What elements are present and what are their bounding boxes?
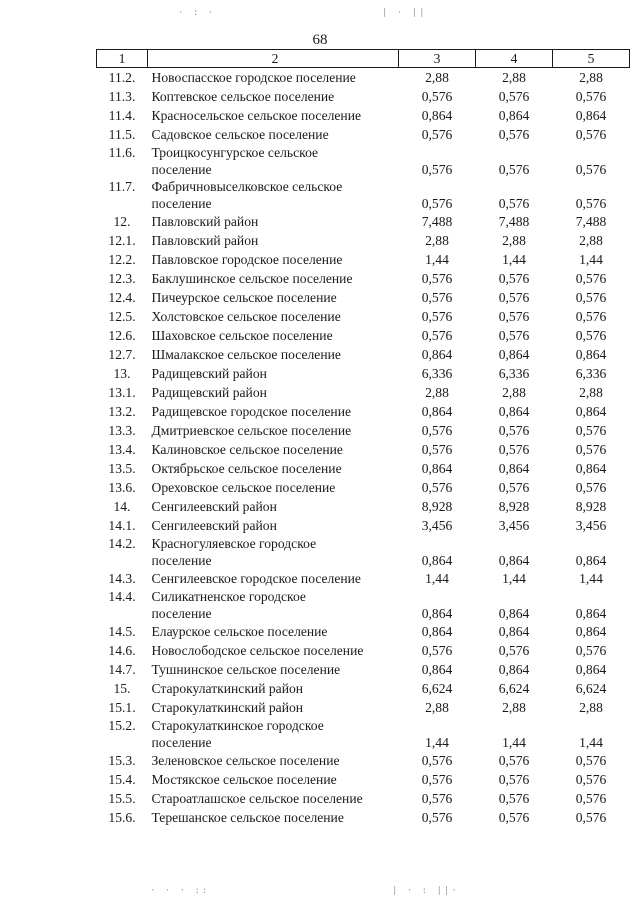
row-name-line: Радищевский район xyxy=(151,385,267,400)
table-row xyxy=(97,383,630,402)
table-row xyxy=(97,250,630,269)
value-col-5: 0,576 xyxy=(575,643,607,658)
value-col-3: 1,44 xyxy=(425,252,449,267)
value-col-3: 7,488 xyxy=(421,214,453,229)
row-name xyxy=(148,421,399,440)
value-col-5: 0,576 xyxy=(575,442,607,457)
row-number: 11.4. xyxy=(108,108,136,123)
row-number: 13.6. xyxy=(108,480,136,495)
row-number: 14.6. xyxy=(108,643,136,658)
table-row xyxy=(97,698,630,717)
row-name xyxy=(148,717,399,751)
value-col-4: 1,44 xyxy=(502,735,526,750)
table-row xyxy=(97,569,630,588)
value-col-3: 2,88 xyxy=(425,233,449,248)
value-col-4: 0,576 xyxy=(498,772,530,787)
scan-artifact: | · : ||· xyxy=(392,886,459,896)
value-col-3: 0,576 xyxy=(421,791,453,806)
page-number: 68 xyxy=(312,32,328,48)
row-name xyxy=(148,326,399,345)
value-col-5: 0,576 xyxy=(575,162,607,177)
value-col-3: 0,864 xyxy=(421,624,453,639)
value-col-5: 1,44 xyxy=(579,252,603,267)
row-name-line: Павловский район xyxy=(151,214,259,229)
value-col-4: 6,336 xyxy=(498,366,530,381)
row-name-line: Мостякское сельское поселение xyxy=(151,772,337,787)
row-name-line: Староатлашское сельское поселение xyxy=(151,791,363,806)
row-name-line: Зеленовское сельское поселение xyxy=(151,753,340,768)
value-col-3: 0,576 xyxy=(421,309,453,324)
value-col-5: 0,576 xyxy=(575,127,607,142)
row-number: 13.4. xyxy=(108,442,136,457)
value-col-4: 0,576 xyxy=(498,442,530,457)
table-row xyxy=(97,87,630,106)
table-row xyxy=(97,660,630,679)
row-name xyxy=(148,660,399,679)
value-col-3: 0,576 xyxy=(421,442,453,457)
row-name xyxy=(148,345,399,364)
value-col-5: 0,576 xyxy=(575,423,607,438)
value-col-3: 0,864 xyxy=(421,662,453,677)
row-number: 14.5. xyxy=(108,624,136,639)
value-col-5: 0,576 xyxy=(575,290,607,305)
row-name-line: Павловский район xyxy=(151,233,259,248)
row-number: 13.1. xyxy=(108,385,136,400)
value-col-4: 0,864 xyxy=(498,347,530,362)
value-col-3: 0,864 xyxy=(421,553,453,568)
value-col-3: 0,576 xyxy=(421,290,453,305)
table-row xyxy=(97,326,630,345)
row-name xyxy=(148,307,399,326)
table-row xyxy=(97,497,630,516)
value-col-3: 0,864 xyxy=(421,347,453,362)
row-number: 14. xyxy=(113,499,131,514)
value-col-4: 0,576 xyxy=(498,423,530,438)
value-col-3: 1,44 xyxy=(425,735,449,750)
value-col-4: 0,864 xyxy=(498,553,530,568)
value-col-5: 0,576 xyxy=(575,772,607,787)
value-col-4: 0,576 xyxy=(498,127,530,142)
row-number: 11.6. xyxy=(108,145,136,160)
value-col-5: 0,864 xyxy=(575,347,607,362)
column-header-4: 4 xyxy=(476,50,553,68)
row-number: 13.3. xyxy=(108,423,136,438)
row-number: 12.5. xyxy=(108,309,136,324)
table-header xyxy=(97,50,630,68)
row-name-line-2: поселение xyxy=(151,606,212,621)
value-col-4: 0,576 xyxy=(498,753,530,768)
value-col-4: 0,576 xyxy=(498,271,530,286)
table-row xyxy=(97,307,630,326)
value-col-4: 0,576 xyxy=(498,328,530,343)
scan-artifact: | · || xyxy=(382,8,427,18)
row-name xyxy=(148,497,399,516)
row-name-line: Павловское городское поселение xyxy=(151,252,343,267)
table-row xyxy=(97,535,630,569)
table-row xyxy=(97,679,630,698)
table-row xyxy=(97,231,630,250)
value-col-5: 2,88 xyxy=(579,700,603,715)
row-name-line: Шаховское сельское поселение xyxy=(151,328,333,343)
table-row xyxy=(97,288,630,307)
value-col-5: 0,576 xyxy=(575,328,607,343)
row-name-line: Новослободское сельское поселение xyxy=(151,643,364,658)
table-body xyxy=(97,68,630,828)
row-number: 15. xyxy=(113,681,131,696)
value-col-3: 1,44 xyxy=(425,571,449,586)
value-col-4: 0,576 xyxy=(498,196,530,211)
row-number: 12.3. xyxy=(108,271,136,286)
value-col-3: 0,576 xyxy=(421,423,453,438)
value-col-3: 0,864 xyxy=(421,606,453,621)
row-name-line: Коптевское сельское поселение xyxy=(151,89,335,104)
column-header-2: 2 xyxy=(148,50,399,68)
row-name-line: Октябрьское сельское поселение xyxy=(151,461,342,476)
value-col-4: 0,576 xyxy=(498,162,530,177)
scan-artifact: · : · xyxy=(178,8,216,18)
value-col-4: 0,576 xyxy=(498,480,530,495)
row-name-line-2: поселение xyxy=(151,162,212,177)
row-number: 13.2. xyxy=(108,404,136,419)
value-col-4: 1,44 xyxy=(502,571,526,586)
row-name xyxy=(148,588,399,622)
row-name-line-2: поселение xyxy=(151,553,212,568)
value-col-3: 0,576 xyxy=(421,162,453,177)
value-col-4: 0,864 xyxy=(498,404,530,419)
value-col-5: 0,864 xyxy=(575,606,607,621)
row-name xyxy=(148,383,399,402)
row-name xyxy=(148,569,399,588)
row-number: 11.3. xyxy=(108,89,136,104)
value-col-4: 0,864 xyxy=(498,108,530,123)
row-name xyxy=(148,679,399,698)
row-number: 15.5. xyxy=(108,791,136,806)
table-row xyxy=(97,269,630,288)
value-col-3: 0,576 xyxy=(421,89,453,104)
value-col-3: 0,576 xyxy=(421,271,453,286)
row-name xyxy=(148,125,399,144)
value-col-3: 0,576 xyxy=(421,772,453,787)
table-row xyxy=(97,345,630,364)
row-number: 13.5. xyxy=(108,461,136,476)
value-col-5: 0,864 xyxy=(575,553,607,568)
row-number: 13. xyxy=(113,366,131,381)
data-table xyxy=(96,49,630,827)
value-col-5: 3,456 xyxy=(575,518,607,533)
row-name xyxy=(148,641,399,660)
row-number: 14.7. xyxy=(108,662,136,677)
value-col-4: 3,456 xyxy=(498,518,530,533)
row-name-line: Старокулаткинское городское xyxy=(151,718,324,733)
value-col-5: 2,88 xyxy=(579,233,603,248)
row-number: 15.6. xyxy=(108,810,136,825)
table-row xyxy=(97,789,630,808)
value-col-4: 0,576 xyxy=(498,643,530,658)
value-col-5: 2,88 xyxy=(579,385,603,400)
value-col-5: 7,488 xyxy=(575,214,607,229)
row-name xyxy=(148,87,399,106)
value-col-4: 7,488 xyxy=(498,214,530,229)
row-name-line: Радищевский район xyxy=(151,366,267,381)
value-col-3: 8,928 xyxy=(421,499,453,514)
row-name-line: Старокулаткинский район xyxy=(151,700,304,715)
value-col-5: 0,576 xyxy=(575,196,607,211)
value-col-5: 6,336 xyxy=(575,366,607,381)
value-col-5: 0,864 xyxy=(575,108,607,123)
row-name-line: Радищевское городское поселение xyxy=(151,404,352,419)
row-number: 14.1. xyxy=(108,518,136,533)
row-name xyxy=(148,622,399,641)
row-name xyxy=(148,250,399,269)
value-col-5: 0,576 xyxy=(575,480,607,495)
value-col-3: 6,336 xyxy=(421,366,453,381)
value-col-3: 2,88 xyxy=(425,70,449,85)
table-row xyxy=(97,751,630,770)
value-col-5: 0,864 xyxy=(575,624,607,639)
row-name-line: Сенгилеевский район xyxy=(151,499,277,514)
value-col-4: 0,576 xyxy=(498,309,530,324)
value-col-4: 0,576 xyxy=(498,791,530,806)
value-col-5: 0,576 xyxy=(575,791,607,806)
table-row xyxy=(97,808,630,827)
table-row xyxy=(97,588,630,622)
row-number: 11.5. xyxy=(108,127,136,142)
value-col-4: 2,88 xyxy=(502,700,526,715)
value-col-5: 0,576 xyxy=(575,309,607,324)
row-name-line: Фабричновыселковское сельское xyxy=(151,179,343,194)
value-col-5: 0,576 xyxy=(575,753,607,768)
row-name-line: Старокулаткинский район xyxy=(151,681,304,696)
row-name xyxy=(148,402,399,421)
value-col-4: 8,928 xyxy=(498,499,530,514)
row-name xyxy=(148,478,399,497)
table-row xyxy=(97,622,630,641)
table-row xyxy=(97,459,630,478)
row-name-line: Дмитриевское сельское поселение xyxy=(151,423,352,438)
table-row xyxy=(97,106,630,125)
row-name-line: Садовское сельское поселение xyxy=(151,127,329,142)
column-header-1: 1 xyxy=(97,50,148,68)
row-number: 15.3. xyxy=(108,753,136,768)
value-col-4: 2,88 xyxy=(502,70,526,85)
row-name-line: Елаурское сельское поселение xyxy=(151,624,328,639)
row-name xyxy=(148,770,399,789)
row-name xyxy=(148,269,399,288)
row-name xyxy=(148,789,399,808)
row-name xyxy=(148,212,399,231)
row-name-line: Терешанское сельское поселение xyxy=(151,810,344,825)
table-row xyxy=(97,641,630,660)
table-row xyxy=(97,125,630,144)
row-name-line: Калиновское сельское поселение xyxy=(151,442,343,457)
table-row xyxy=(97,516,630,535)
row-number: 12.4. xyxy=(108,290,136,305)
row-name-line: Троицкосунгурское сельское xyxy=(151,145,319,160)
row-name xyxy=(148,535,399,569)
row-number: 15.1. xyxy=(108,700,136,715)
row-name-line: Холстовское сельское поселение xyxy=(151,309,341,324)
row-name xyxy=(148,516,399,535)
value-col-5: 1,44 xyxy=(579,571,603,586)
row-number: 14.4. xyxy=(108,589,136,604)
row-name-line: Красносельское сельское поселение xyxy=(151,108,362,123)
row-number: 11.2. xyxy=(108,70,136,85)
row-number: 11.7. xyxy=(108,179,136,194)
row-name-line: Сенгилеевский район xyxy=(151,518,277,533)
row-name xyxy=(148,106,399,125)
value-col-4: 0,576 xyxy=(498,810,530,825)
row-name xyxy=(148,808,399,827)
value-col-5: 6,624 xyxy=(575,681,607,696)
value-col-3: 0,576 xyxy=(421,643,453,658)
row-name xyxy=(148,698,399,717)
row-number: 12.6. xyxy=(108,328,136,343)
row-name-line: Красногуляевское городское xyxy=(151,536,317,551)
value-col-3: 0,576 xyxy=(421,328,453,343)
row-name xyxy=(148,459,399,478)
row-number: 15.2. xyxy=(108,718,136,733)
value-col-3: 2,88 xyxy=(425,700,449,715)
row-name xyxy=(148,364,399,383)
row-number: 12. xyxy=(113,214,131,229)
value-col-3: 0,576 xyxy=(421,196,453,211)
value-col-5: 0,864 xyxy=(575,662,607,677)
row-name xyxy=(148,288,399,307)
row-name-line-2: поселение xyxy=(151,735,212,750)
row-name-line: Пичеурское сельское поселение xyxy=(151,290,337,305)
scan-artifact: · · · :: xyxy=(150,886,210,896)
row-number: 12.7. xyxy=(108,347,136,362)
table-row xyxy=(97,364,630,383)
value-col-4: 0,864 xyxy=(498,624,530,639)
table-row xyxy=(97,440,630,459)
table-row xyxy=(97,770,630,789)
row-name-line: Баклушинское сельское поселение xyxy=(151,271,353,286)
table-row xyxy=(97,68,630,88)
value-col-5: 0,576 xyxy=(575,271,607,286)
row-name-line: Шмалакское сельское поселение xyxy=(151,347,341,362)
value-col-4: 0,864 xyxy=(498,606,530,621)
column-header-3: 3 xyxy=(399,50,476,68)
value-col-3: 6,624 xyxy=(421,681,453,696)
value-col-3: 0,576 xyxy=(421,753,453,768)
table-row xyxy=(97,478,630,497)
table-row xyxy=(97,212,630,231)
row-name xyxy=(148,178,399,212)
value-col-4: 0,864 xyxy=(498,461,530,476)
value-col-5: 2,88 xyxy=(579,70,603,85)
row-number: 15.4. xyxy=(108,772,136,787)
row-name xyxy=(148,440,399,459)
row-name xyxy=(148,231,399,250)
row-name-line: Ореховское сельское поселение xyxy=(151,480,336,495)
table-row xyxy=(97,421,630,440)
row-number: 14.2. xyxy=(108,536,136,551)
value-col-3: 0,576 xyxy=(421,480,453,495)
value-col-3: 0,864 xyxy=(421,404,453,419)
value-col-3: 3,456 xyxy=(421,518,453,533)
row-name-line: Новоспасское городское поселение xyxy=(151,70,356,85)
value-col-4: 1,44 xyxy=(502,252,526,267)
row-name xyxy=(148,144,399,178)
table-row xyxy=(97,144,630,178)
value-col-4: 0,576 xyxy=(498,290,530,305)
value-col-3: 0,864 xyxy=(421,108,453,123)
value-col-4: 2,88 xyxy=(502,385,526,400)
value-col-4: 0,576 xyxy=(498,89,530,104)
table-row xyxy=(97,402,630,421)
value-col-5: 1,44 xyxy=(579,735,603,750)
value-col-3: 2,88 xyxy=(425,385,449,400)
row-name xyxy=(148,751,399,770)
value-col-3: 0,864 xyxy=(421,461,453,476)
value-col-5: 0,864 xyxy=(575,461,607,476)
row-name xyxy=(148,68,399,88)
value-col-4: 6,624 xyxy=(498,681,530,696)
row-number: 12.1. xyxy=(108,233,136,248)
value-col-5: 8,928 xyxy=(575,499,607,514)
row-name-line: Силикатненское городское xyxy=(151,589,306,604)
table-row xyxy=(97,717,630,751)
value-col-4: 0,864 xyxy=(498,662,530,677)
row-name-line: Тушнинское сельское поселение xyxy=(151,662,341,677)
value-col-3: 0,576 xyxy=(421,127,453,142)
value-col-3: 0,576 xyxy=(421,810,453,825)
row-number: 14.3. xyxy=(108,571,136,586)
row-name-line: Сенгилеевское городское поселение xyxy=(151,571,361,586)
table-row xyxy=(97,178,630,212)
row-name-line-2: поселение xyxy=(151,196,212,211)
value-col-4: 2,88 xyxy=(502,233,526,248)
value-col-5: 0,864 xyxy=(575,404,607,419)
value-col-5: 0,576 xyxy=(575,810,607,825)
row-number: 12.2. xyxy=(108,252,136,267)
value-col-5: 0,576 xyxy=(575,89,607,104)
column-header-5: 5 xyxy=(553,50,630,68)
